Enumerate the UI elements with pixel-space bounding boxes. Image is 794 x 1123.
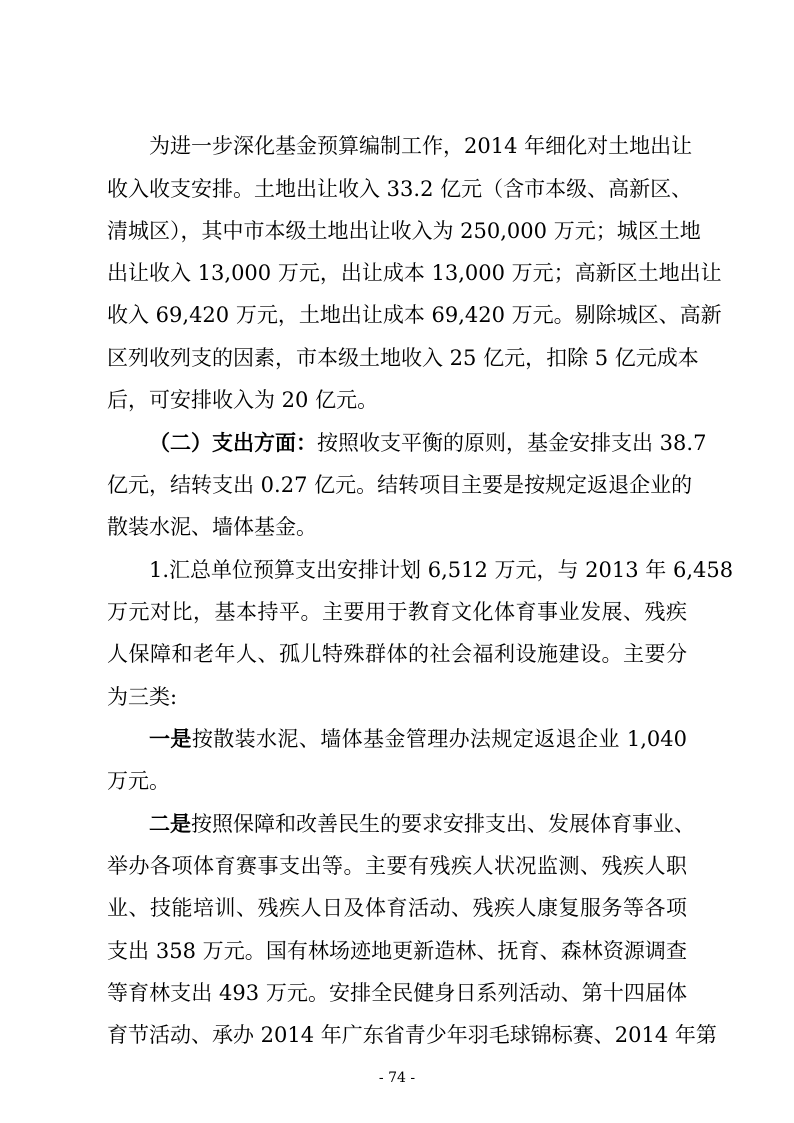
text-line: 人保障和老年人、孤儿特殊群体的社会福利设施建设。主要分: [107, 642, 687, 666]
text-line: 收入收支安排。土地出让收入 33.2 亿元（含市本级、高新区、: [107, 177, 693, 201]
text-line: 亿元，结转支出 0.27 亿元。结转项目主要是按规定返退企业的: [107, 473, 693, 497]
category-lead: 二是: [149, 812, 191, 836]
text-line: 出让收入 13,000 万元，出让成本 13,000 万元；高新区土地出让: [107, 261, 722, 285]
text-line: 后，可安排收入为 20 亿元。: [107, 388, 379, 412]
text-run: 按照收支平衡的原则，基金安排支出 38.7: [317, 431, 707, 455]
category-lead: 一是: [149, 727, 192, 751]
text-line: 等育林支出 493 万元。安排全民健身日系列活动、第十四届体: [107, 981, 687, 1005]
text-line: 为进一步深化基金预算编制工作，2014 年细化对土地出让: [149, 134, 693, 158]
text-line: 为三类:: [107, 685, 178, 709]
text-line: 1.汇总单位预算支出安排计划 6,512 万元，与 2013 年 6,458: [149, 558, 734, 582]
text-line: 万元。: [107, 769, 170, 793]
page-number: - 74 -: [378, 1070, 416, 1086]
text-line: [149, 428, 707, 458]
section-heading: （二）支出方面：: [149, 431, 317, 455]
text-run: 按散装水泥、墙体基金管理办法规定返退企业 1,040: [191, 727, 688, 751]
text-line: [149, 724, 687, 754]
text-line: 支出 358 万元。国有林场迹地更新造林、抚育、森林资源调查: [107, 939, 687, 963]
text-line: 业、技能培训、残疾人日及体育活动、残疾人康复服务等各项: [107, 896, 687, 920]
text-line: 举办各项体育赛事支出等。主要有残疾人状况监测、残疾人职: [107, 854, 687, 878]
text-line: 清城区），其中市本级土地出让收入为 250,000 万元；城区土地: [107, 219, 701, 243]
text-line: [149, 809, 695, 839]
text-line: 区列收列支的因素，市本级土地收入 25 亿元，扣除 5 亿元成本: [107, 346, 699, 370]
text-line: 育节活动、承办 2014 年广东省青少年羽毛球锦标赛、2014 年第: [107, 1023, 717, 1047]
text-run: 按照保障和改善民生的要求安排支出、发展体育事业、: [191, 812, 695, 836]
text-line: 收入 69,420 万元，土地出让成本 69,420 万元。剔除城区、高新: [107, 303, 722, 327]
text-line: 万元对比，基本持平。主要用于教育文化体育事业发展、残疾: [107, 600, 687, 624]
text-line: 散装水泥、墙体基金。: [107, 515, 317, 539]
